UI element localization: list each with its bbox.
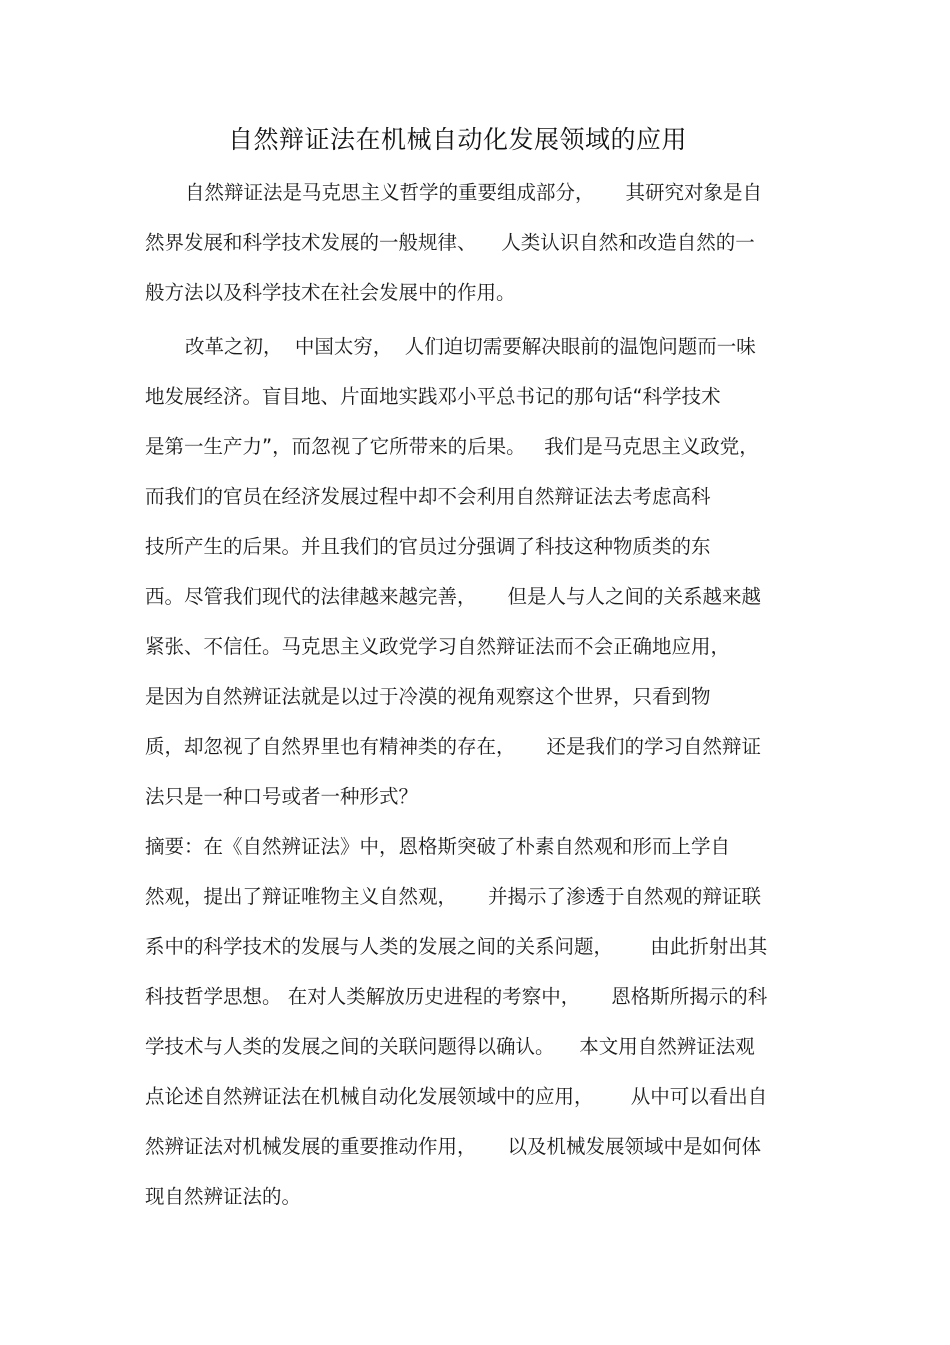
text-line: 技所产生的后果。并且我们的官员过分强调了科技这种物质类的东 <box>145 535 711 558</box>
text-line: 质，却忽视了自然界里也有精神类的存在， 还是我们的学习自然辩证 <box>145 735 761 758</box>
text-line: 然界发展和科学技术发展的一般规律、 人类认识自然和改造自然的一 <box>145 231 755 254</box>
text-line: 地发展经济。盲目地、片面地实践邓小平总书记的那句话“科学技术 <box>145 385 721 408</box>
document-body <box>145 174 810 1228</box>
text-line: 然辨证法对机械发展的重要推动作用， 以及机械发展领域中是如何体 <box>145 1135 761 1158</box>
text-line: 是第一生产力”，而忽视了它所带来的后果。 我们是马克思主义政党， <box>145 435 759 458</box>
paragraph-abstract <box>145 828 810 1228</box>
text-line: 摘要：在《自然辨证法》中，恩格斯突破了朴素自然观和形而上学自 <box>145 835 731 858</box>
text-line: 是因为自然辨证法就是以过于冷漠的视角观察这个世界，只看到物 <box>145 685 711 708</box>
document-title: 自然辩证法在机械自动化发展领域的应用 <box>227 125 687 154</box>
text-line: 紧张、不信任。马克思主义政党学习自然辩证法而不会正确地应用， <box>145 635 731 658</box>
text-line: 而我们的官员在经济发展过程中却不会利用自然辩证法去考虑高科 <box>145 485 711 508</box>
text-line: 系中的科学技术的发展与人类的发展之间的关系问题， 由此折射出其 <box>145 935 768 958</box>
text-line: 西。尽管我们现代的法律越来越完善， 但是人与人之间的关系越来越 <box>145 585 761 608</box>
paragraph-reform <box>145 328 810 828</box>
text-line: 法只是一种口号或者一种形式？ <box>145 785 419 808</box>
text-line: 自然辩证法是马克思主义哲学的重要组成部分， 其研究对象是自 <box>185 181 762 204</box>
text-line: 般方法以及科学技术在社会发展中的作用。 <box>145 281 516 304</box>
text-line: 现自然辨证法的。 <box>145 1185 302 1208</box>
text-line: 然观，提出了辩证唯物主义自然观， 并揭示了渗透于自然观的辩证联 <box>145 885 761 908</box>
text-line: 学技术与人类的发展之间的关联问题得以确认。 本文用自然辨证法观 <box>145 1035 755 1058</box>
text-line: 改革之初， 中国太穷， 人们迫切需要解决眼前的温饱问题而一味 <box>185 335 756 358</box>
text-line: 科技哲学思想。 在对人类解放历史进程的考察中， 恩格斯所揭示的科 <box>145 985 768 1008</box>
text-line: 点论述自然辨证法在机械自动化发展领域中的应用， 从中可以看出自 <box>145 1085 768 1108</box>
paragraph-intro <box>145 174 810 324</box>
